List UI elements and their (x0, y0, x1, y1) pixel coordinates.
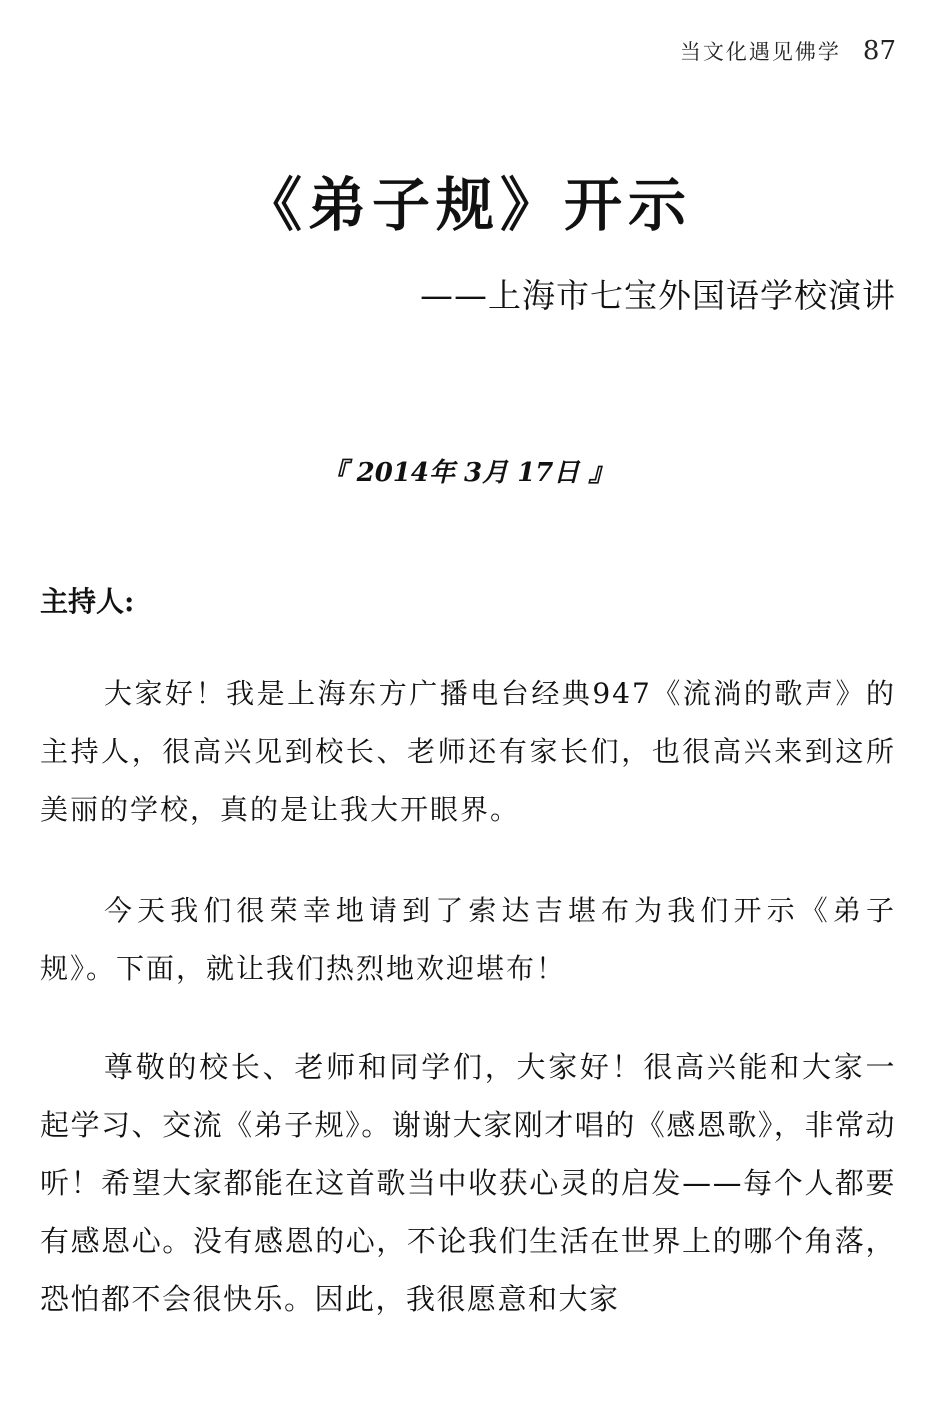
chapter-subtitle: ——上海市七宝外国语学校演讲 (420, 276, 896, 315)
speaker-label: 主持人: (40, 585, 135, 618)
paragraph-speech-opening: 尊敬的校长、老师和同学们，大家好！很高兴能和大家一起学习、交流《弟子规》。谢谢大家刚才唱的《感恩歌》，非常动听！希望大家都能在这首歌当中收获心灵的启发——每个人都要有感恩心。没有感恩的心，不论我们生活在世界上的哪个角落，恐怕都不会很快乐。因此，我很愿意和大家 (40, 1050, 896, 1316)
running-header (680, 36, 896, 66)
paragraph-host-intro: 大家好！我是上海东方广播电台经典947《流淌的歌声》的主持人，很高兴见到校长、老师还有家长们，也很高兴来到这所美丽的学校，真的是让我大开眼界。 (40, 677, 896, 826)
lecture-date: 『 2014年 3月 17日 』 (321, 458, 615, 488)
page-number: 87 (862, 36, 896, 66)
paragraph-host-welcome: 今天我们很荣幸地请到了索达吉堪布为我们开示《弟子规》。下面，就让我们热烈地欢迎堪布！ (40, 894, 896, 985)
chapter-title: 《弟子规》开示 (243, 171, 692, 239)
running-title: 当文化遇见佛学 (679, 40, 841, 64)
